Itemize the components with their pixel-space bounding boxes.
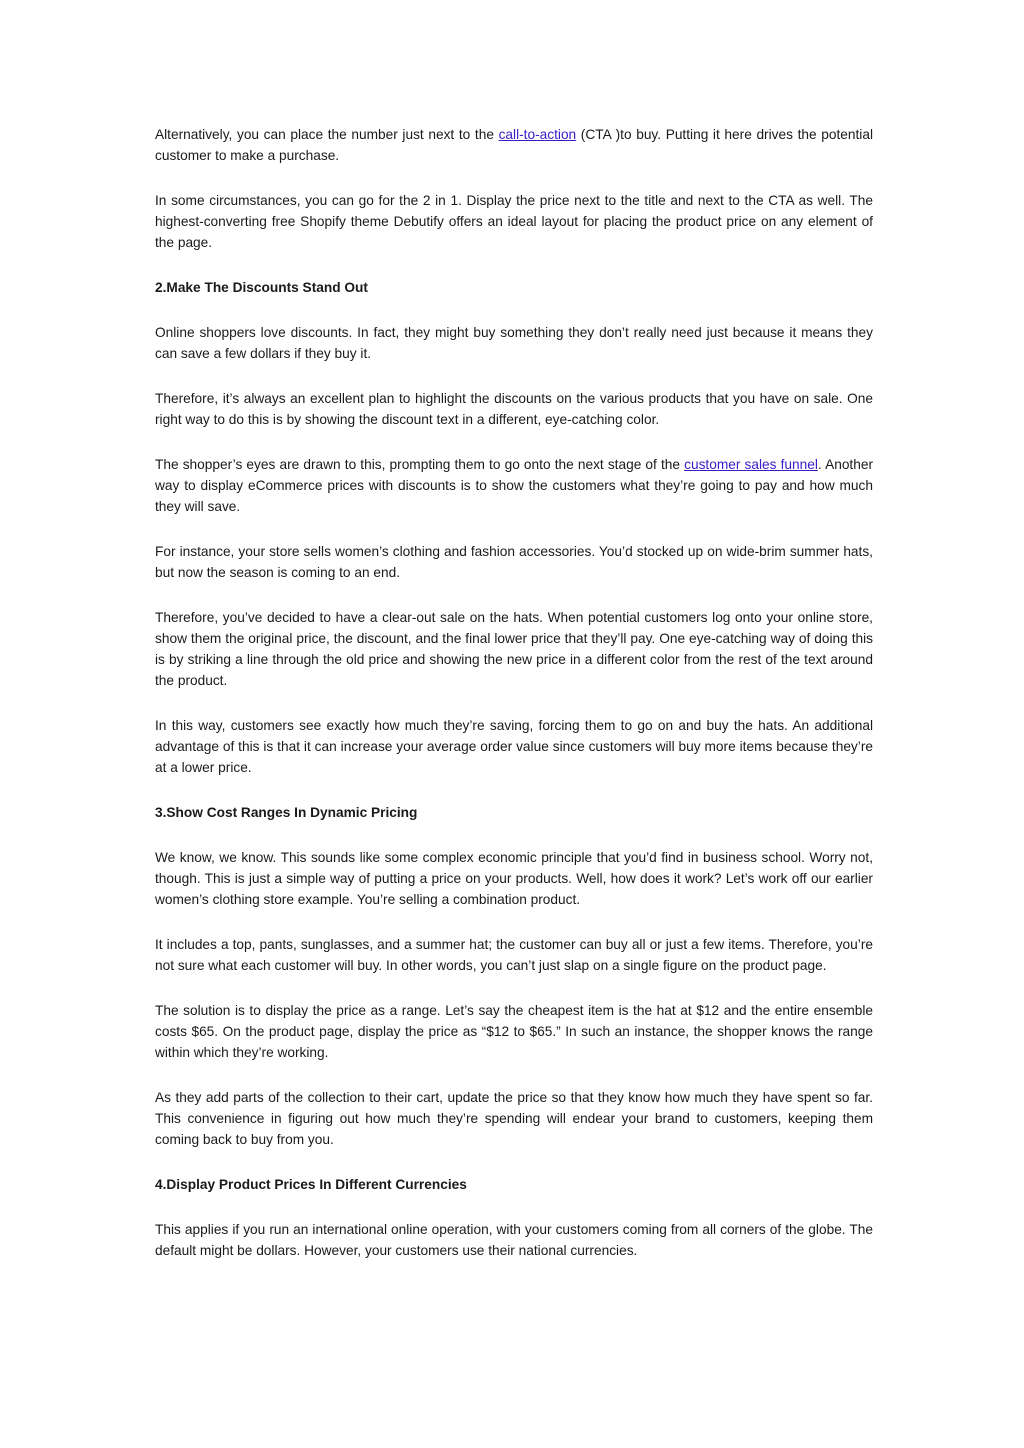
paragraph-text: (CTA )to buy. Putting it here drives the potential customer to make a purchase. [155,127,873,163]
paragraph-highlight-discounts: Therefore, it’s always an excellent plan to highlight the discounts on the various products that you have on sale. One right way to do this is by showing the discount text in a different, eye-catching color. [155,391,873,427]
heading-currencies: 4.Display Product Prices In Different Currencies [155,1177,467,1192]
customer-sales-funnel-link[interactable]: customer sales funnel [684,457,818,472]
paragraph-dynamic-pricing-intro: We know, we know. This sounds like some complex economic principle that you’d find in business school. Worry not, though. This is just a simple way of putting a price on your products. Well, how does it work? Let’s work off our earlier women’s clothing store example. You’re selling a combination product. [155,850,873,907]
document-page [155,124,873,1285]
call-to-action-link[interactable]: call-to-action [498,127,577,142]
paragraph-shoppers-love-discounts: Online shoppers love discounts. In fact, they might buy something they don’t really need just because it means they can save a few dollars if they buy it. [155,325,873,361]
paragraph-cta-placement [155,124,873,166]
paragraph-price-range: The solution is to display the price as a range. Let’s say the cheapest item is the hat at $12 and the entire ensemble costs $65. On the product page, display the price as “$12 to $65.” In such an instance, the shopper knows the range within which they’re working. [155,1003,873,1060]
paragraph-two-in-one: In some circumstances, you can go for the 2 in 1. Display the price next to the title and next to the CTA as well. The highest-converting free Shopify theme Debutify offers an ideal layout for placing the product price on any element of the page. [155,193,873,250]
paragraph-update-price: As they add parts of the collection to their cart, update the price so that they know how much they have spent so far. This convenience in figuring out how much they’re spending will endear your brand to customers, keeping them coming back to buy from you. [155,1090,873,1147]
paragraph-clear-out-sale: Therefore, you’ve decided to have a clear-out sale on the hats. When potential customers log onto your online store, show them the original price, the discount, and the final lower price that they’ll pay. One eye-catching way of doing this is by striking a line through the old price and showing the new price in a different color from the rest of the text around the product. [155,610,873,688]
heading-cost-ranges: 3.Show Cost Ranges In Dynamic Pricing [155,805,418,820]
paragraph-text: The shopper’s eyes are drawn to this, prompting them to go onto the next stage of the [155,457,685,472]
paragraph-sales-funnel [155,454,873,517]
paragraph-combination-product: It includes a top, pants, sunglasses, and a summer hat; the customer can buy all or just a few items. Therefore, you’re not sure what each customer will buy. In other words, you can’t just slap on a single figure on the product page. [155,937,873,973]
paragraph-international: This applies if you run an international online operation, with your customers coming from all corners of the globe. The default might be dollars. However, your customers use their national currencies. [155,1222,873,1258]
paragraph-store-example: For instance, your store sells women’s clothing and fashion accessories. You’d stocked up on wide-brim summer hats, but now the season is coming to an end. [155,544,873,580]
heading-discounts: 2.Make The Discounts Stand Out [155,280,368,295]
paragraph-customers-saving: In this way, customers see exactly how much they’re saving, forcing them to go on and buy the hats. An additional advantage of this is that it can increase your average order value since customers will buy more items because they’re at a lower price. [155,718,873,775]
paragraph-text: . Another way to display eCommerce prices with discounts is to show the customers what they’re going to pay and how much they will save. [155,457,874,514]
paragraph-text: Alternatively, you can place the number just next to the [155,127,499,142]
